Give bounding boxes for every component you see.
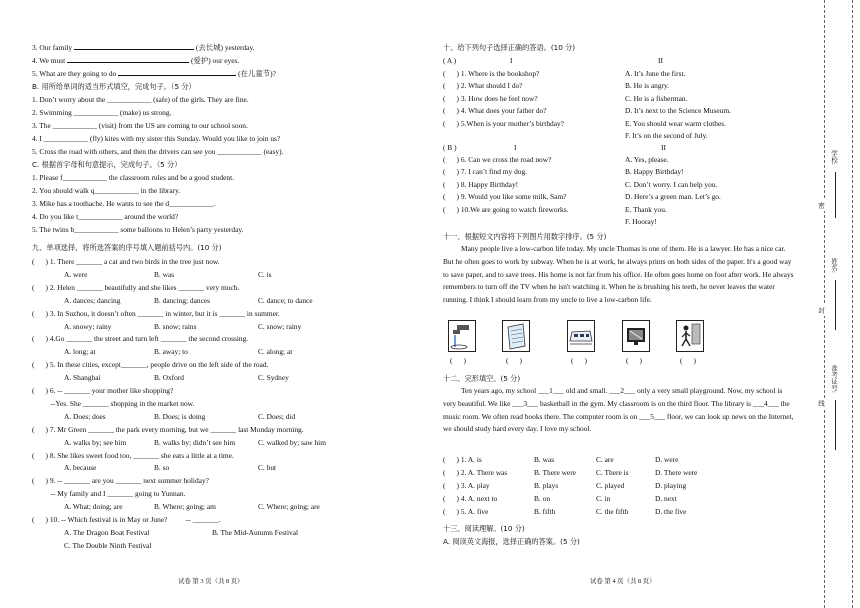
section-11-passage: Many people live a low-carbon life today. My uncle Thomas is one of them. He is a lawyer. He has a nice car. But he often goes to work by subway. When he is at work, he always prints on both sides of the paper. It's a good way to save paper, and to save trees. His home is not far from his office. He often goes home on foot after work. He always remembers to turn off the TV when he isn't watching it. When he is brushing his teeth, he never leaves the water running. I think I should learn from my uncle to live a low-carbon life. [443,244,794,305]
answer-option: C. dance; to dance [258,295,313,305]
answer-option: C. Does; did [258,411,296,421]
match-question: ( ) 1. Where is the bookshop? [443,69,540,78]
cloze-option: B. There were [534,467,576,477]
column-ii-header: II [658,56,663,65]
page-footer-left: 试卷 第 3 页（共 8 页） [178,578,244,585]
match-answer: E. Thank you. [625,204,667,214]
match-question: ( ) 7. I can’t find my dog. [443,167,528,177]
section-12-passage: Ten years ago, my school ___1___ old and small. ___2___ only a very small playground. Now, my school is very beautiful. We like ___3___ basketball in the gym. My classroom is on the third floor. The library is ___4___ the music room. We often read books there. The computer room is on ___5___ floor, we can look up news on the Internet, we should study hard every day. I love my school. [443,386,794,434]
picture-order-blank: ( ) [626,356,643,365]
question-line: --Yes. She _______ shopping in the market now. [32,398,195,408]
prev-sentence-4: 4. We must (爱护) our eyes. [32,56,240,65]
school-blank-line[interactable] [835,172,836,218]
walking-man-icon [676,320,704,352]
cloze-option: C. played [596,480,625,490]
section-c-item: 4. Do you like t____________ around the world? [32,212,179,221]
cloze-option: ( ) 3. A. play [443,480,490,490]
answer-blank[interactable] [118,75,236,76]
answer-option: C. but [258,463,277,473]
answer-option: B. Oxford [154,373,184,383]
tap-water-icon [448,320,476,352]
picture-order-blank: ( ) [571,356,588,365]
answer-option: A. The Dragon Boat Festival [64,527,150,537]
question-line: ( ) 7. Mr Green _______ the park every morning, but we _______ last Monday morning. [32,424,304,434]
cloze-option: D. were [655,455,679,464]
cloze-option: C. the fifth [596,506,629,516]
answer-option: A. snowy; rainy [64,321,112,331]
cloze-option: D. the five [655,506,687,516]
answer-option: B. walks by; didn’t see him [154,437,236,447]
answer-option: B. so [154,463,170,473]
answer-option: C. is [258,269,272,279]
seal-char-2: 封 [817,307,824,314]
answer-option: A. dances; dancing [64,295,121,305]
match-question: ( ) 2. What should I do? [443,81,523,91]
binding-dashed-line [824,0,825,608]
question-line: -- My family and I _______ going to Yunnan. [32,489,186,499]
match-answer: A. It’s June the first. [625,69,686,78]
question-line: ( ) 3. In Suzhou, it doesn’t often _______ in winter, but it is _______ in summer. [32,308,280,318]
answer-option: A. Shanghai [64,373,101,383]
match-answer: F. Hooray! [625,217,657,226]
group-b-label: ( B ) [443,143,457,152]
match-answer: D. Here’s a green man. Let’s go. [625,192,721,202]
cloze-option: B. plays [534,480,559,490]
section-c-item: 5. The twins b____________ some balloons to Helen’s party yesterday. [32,225,244,234]
picture-order-blank: ( ) [450,356,467,365]
cloze-option: D. playing [655,480,687,490]
column-i-header: I [510,56,513,65]
cloze-option: B. was [534,455,555,464]
answer-option: A. long; at [64,347,96,357]
section-12-title: 十二、完形填空。(5 分) [443,374,521,383]
question-line: ( ) 5. In these cities, except_______, people drive on the left side of the road. [32,360,269,370]
cloze-option: C. are [596,455,614,464]
section-b-item: 4. I ____________ (fly) kites with my sister this Sunday. Would you like to join us? [32,134,281,143]
section-11-title: 十一、根据短文内容将下列图片用数字排序。(5 分) [443,232,607,241]
match-answer: C. Don’t worry. I can help you. [625,179,718,189]
match-answer: C. He is a fisherman. [625,93,688,103]
section-13a-title: A. 阅读英文海报，选择正确的答案。(5 分) [443,537,580,546]
match-answer: E. You should wear warm clothes. [625,118,726,128]
answer-option: C. The Double Ninth Festival [64,540,152,550]
section-c-item: 1. Please f____________ the classroom rules and be a good student. [32,173,234,182]
cloze-option: D. next [655,493,677,503]
cloze-option: ( ) 1. A. is [443,455,482,464]
match-question: ( ) 3. How does he feel now? [443,93,538,103]
section-13-title: 十三、阅读理解。(10 分) [443,524,525,533]
question-line: ( ) 4.Go _______ the street and turn left _______ the second crossing. [32,334,249,344]
picture-order-blank: ( ) [680,356,697,365]
paper-icon [502,320,530,352]
answer-option: A. What; doing; are [64,502,123,512]
prev-sentence-3: 3. Our family (去长城) yesterday. [32,43,255,52]
match-answer: F. It’s on the second of July. [625,131,708,140]
answer-option: A. because [64,463,97,473]
tv-icon [622,320,650,352]
answer-option: A. Does; does [64,411,106,421]
cloze-option: ( ) 2. A. There was [443,467,508,477]
page-footer-right: 试卷 第 4 页（共 8 页） [590,578,656,585]
section-b-title: B. 用所给单词的适当形式填空，完成句子。（5 分） [32,82,196,91]
answer-option: C. along; at [258,347,293,357]
section-b-item: 1. Don’t worry about the ____________ (safe) of the girls. They are fine. [32,95,249,104]
match-answer: B. Happy Birthday! [625,167,684,177]
answer-option: B. Where; going; am [154,502,216,512]
answer-option: C. walked by; saw him [258,437,326,447]
cloze-option: D. There were [655,467,698,477]
group-a-label: ( A ) [443,56,457,65]
answer-option: C. Sydney [258,373,289,383]
binding-dashed-line [852,0,853,608]
match-answer: B. He is angry. [625,81,670,91]
answer-option: A. walks by; see him [64,437,127,447]
section-10-title: 十、给下列句子选择正确的答语。(10 分) [443,43,576,52]
match-question: ( ) 9. Would you like some milk, Sam? [443,192,567,202]
section-c-item: 2. You should walk q____________ in the library. [32,186,181,195]
answer-blank[interactable] [67,62,189,63]
exam-number-label: 准考证号: [830,365,837,393]
section-b-item: 3. The ____________ (visit) from the US are coming to our school soon. [32,121,248,130]
section-c-title: C. 根据首字母和句意提示，完成句子。（5 分） [32,160,182,169]
question-line: ( ) 9. -- _______ are you _______ next summer holiday? [32,476,209,486]
answer-option: B. snow; rains [154,321,197,331]
question-line: ( ) 8. She likes sweet food too, _______ she eats a little at a time. [32,450,234,460]
section-c-item: 3. Mike has a toothache. He wants to see the d____________. [32,199,216,208]
answer-blank[interactable] [74,49,194,50]
answer-option: A. were [64,269,88,279]
answer-option: B. dancing; dances [154,295,211,305]
cloze-option: ( ) 5. A. five [443,506,489,516]
match-question: ( ) 4. What does your father do? [443,106,547,116]
match-question: ( ) 6. Can we cross the road now? [443,155,552,164]
prev-sentence-5: 5. What are they going to do (在儿童节)? [32,69,276,78]
question-line: ( ) 1. There _______ a cat and two birds in the tree just now. [32,257,220,266]
seal-char-3: 线 [817,400,824,407]
match-question: ( ) 10.We are going to watch fireworks. [443,204,569,214]
column-ii-header: II [661,143,666,152]
cloze-option: C. There is [596,467,629,477]
match-answer: D. It’s next to the Science Museum. [625,106,731,116]
subway-train-icon [567,320,595,352]
cloze-option: B. fifth [534,506,556,516]
name-blank-line[interactable] [835,280,836,330]
cloze-option: C. in [596,493,611,503]
picture-order-blank: ( ) [506,356,523,365]
exam-number-blank-line[interactable] [835,400,836,450]
match-question: ( ) 8. Happy Birthday! [443,179,519,189]
match-question: ( ) 5.When is your mother’s birthday? [443,118,564,128]
column-i-header: I [514,143,517,152]
section-9-title: 九、单项选择，将所选答案的序号填入题前括号内。(10 分) [32,243,222,252]
seal-char-1: 密 [817,202,824,209]
answer-option: B. Does; is doing [154,411,206,421]
question-line: ( ) 6. -- _______ your mother like shopping? [32,386,174,395]
answer-option: B. The Mid-Autumn Festival [212,527,299,537]
cloze-option: B. on [534,493,551,503]
school-label: 学校: [830,150,837,165]
answer-option: B. away; to [154,347,188,357]
match-answer: A. Yes, please. [625,155,669,164]
name-label: 姓名: [830,258,837,273]
question-line: ( ) 10. -- Which festival is in May or June? -- _______. [32,515,221,524]
answer-option: C. snow; rainy [258,321,302,331]
answer-option: B. was [154,269,175,279]
section-b-item: 2. Swimming ____________ (make) us strong. [32,108,172,117]
answer-option: C. Where; going; are [258,502,320,512]
cloze-option: ( ) 4. A. next to [443,493,498,503]
section-b-item: 5. Cross the road with others, and then the drivers can see you ____________ (easy). [32,147,284,156]
question-line: ( ) 2. Helen _______ beautifully and she likes _______ very much. [32,282,240,292]
